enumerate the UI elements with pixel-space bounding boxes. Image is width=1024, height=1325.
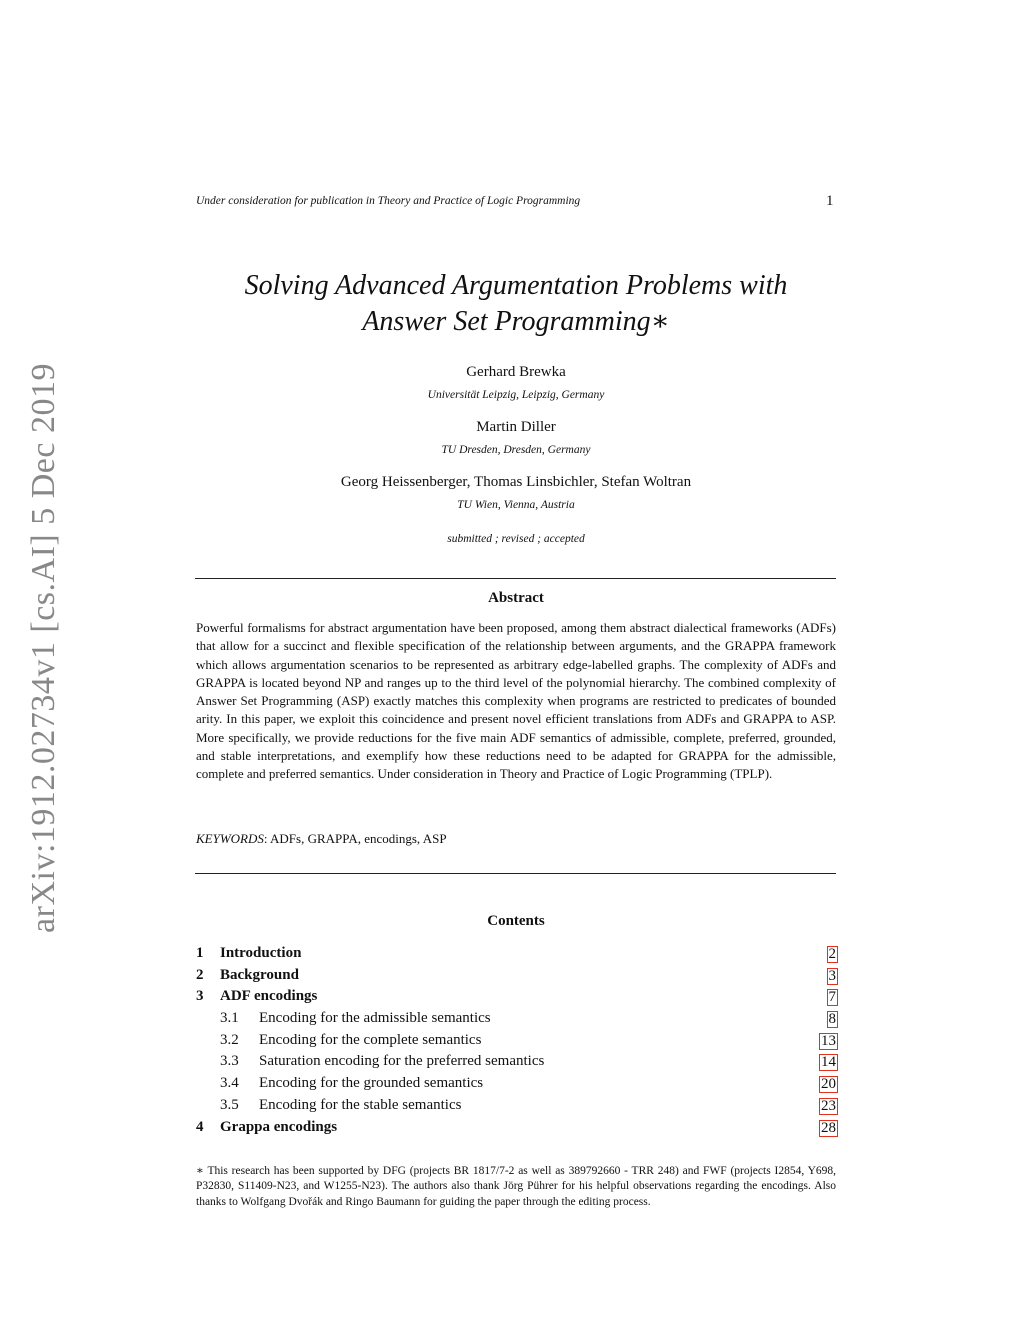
contents-heading: Contents bbox=[487, 913, 545, 929]
toc-page-link[interactable]: 7 bbox=[828, 989, 836, 1006]
toc-page-link[interactable]: 28 bbox=[821, 1119, 836, 1136]
author-1-affiliation: Universität Leipzig, Leipzig, Germany bbox=[427, 389, 605, 401]
toc-entry-grappa-encodings[interactable] bbox=[196, 1117, 838, 1139]
toc-page-link[interactable]: 20 bbox=[821, 1076, 836, 1093]
toc-page-link[interactable]: 23 bbox=[821, 1097, 836, 1114]
toc-title: Encoding for the complete semantics bbox=[259, 1031, 482, 1048]
abstract-heading: Abstract bbox=[488, 590, 544, 606]
toc-number: 3.2 bbox=[220, 1031, 239, 1048]
submission-line: submitted ; revised ; accepted bbox=[447, 533, 585, 545]
toc-entry-admissible[interactable] bbox=[196, 1008, 838, 1030]
toc-number: 2 bbox=[196, 966, 204, 983]
toc-number: 3.5 bbox=[220, 1096, 239, 1113]
paper-title-line-2: Answer Set Programming∗ bbox=[362, 306, 670, 337]
footnote-text: This research has been supported by DFG (projects BR 1817/7-2 as well as 389792660 - TRR 248) and FWF (projects I2854, Y698, P32830, S11409-N23, and W1255-N23). The authors also thank Jörg Pührer for his helpful observations regarding the encodings. Also thanks to Wolfgang Dvořák and Ringo Baumann for guiding the paper through the editing process. bbox=[196, 1165, 837, 1208]
toc-entry-grounded[interactable] bbox=[196, 1073, 838, 1095]
arxiv-side-stamp: arXiv:1912.02734v1 [cs.AI] 5 Dec 2019 bbox=[25, 363, 62, 933]
top-rule bbox=[195, 578, 836, 579]
author-3-names: Georg Heissenberger, Thomas Linsbichler, Stefan Woltran bbox=[340, 474, 692, 490]
toc-page-link[interactable]: 8 bbox=[828, 1011, 836, 1028]
toc-title: Grappa encodings bbox=[220, 1118, 338, 1135]
toc-entry-background[interactable] bbox=[196, 965, 838, 987]
toc-entry-complete[interactable] bbox=[196, 1030, 838, 1052]
toc-page-link[interactable]: 2 bbox=[828, 946, 836, 962]
toc-number: 3.4 bbox=[220, 1075, 239, 1092]
footnote-marker: ∗ bbox=[196, 1165, 204, 1177]
toc-number: 3.3 bbox=[220, 1053, 239, 1070]
abstract-text: Powerful formalisms for abstract argumentation have been proposed, among them abstract dialectical frameworks (ADFs) that allow for a succinct and flexible specification of the relationship between arguments, and the GRAPPA framework which allows argumentation scenarios to be represented as arbitrary edge-labelled graphs. The complexity of ADFs and GRAPPA is located beyond NP and ranges up to the third level of the polynomial hierarchy. The combined complexity of Answer Set Programming (ASP) exactly matches this complexity when programs are restricted to predicates of bounded arity. In this paper, we exploit this coincidence and present novel efficient translations from ADFs and GRAPPA to ASP. More specifically, we provide reductions for the five main ADF semantics of admissible, complete, preferred, grounded, and stable interpretations, and exemplify how these reductions need to be adapted for GRAPPA for the admissible, complete and preferred semantics. Under consideration in Theory and Practice of Logic Programming (TPLP). bbox=[196, 620, 836, 782]
toc-number: 3 bbox=[196, 988, 204, 1005]
toc-title: Background bbox=[220, 966, 299, 983]
toc-title: Encoding for the stable semantics bbox=[259, 1096, 462, 1113]
toc-entry-introduction[interactable] bbox=[196, 943, 838, 965]
paper-title bbox=[196, 268, 836, 340]
keywords-values: : ADFs, GRAPPA, encodings, ASP bbox=[263, 831, 447, 846]
author-3-affiliation: TU Wien, Vienna, Austria bbox=[457, 499, 575, 511]
toc-page-link[interactable]: 14 bbox=[821, 1054, 836, 1071]
toc-number: 3.1 bbox=[220, 1010, 239, 1027]
keywords-label: KEYWORDS bbox=[196, 831, 264, 846]
toc-entry-preferred[interactable] bbox=[196, 1051, 838, 1073]
bottom-rule bbox=[195, 873, 836, 874]
toc-page-link[interactable]: 3 bbox=[828, 967, 836, 984]
toc-number: 1 bbox=[196, 945, 204, 961]
toc-title: Encoding for the admissible semantics bbox=[259, 1010, 491, 1027]
paper-title-line-1: Solving Advanced Argumentation Problems with bbox=[244, 270, 788, 301]
toc-title: Saturation encoding for the preferred semantics bbox=[259, 1053, 545, 1070]
toc-entry-stable[interactable] bbox=[196, 1095, 838, 1117]
keywords bbox=[196, 831, 447, 847]
toc-title: ADF encodings bbox=[220, 988, 318, 1005]
author-1-name: Gerhard Brewka bbox=[466, 364, 566, 380]
toc-number: 4 bbox=[196, 1118, 204, 1135]
toc-title: Encoding for the grounded semantics bbox=[259, 1075, 484, 1092]
running-header: Under consideration for publication in Theory and Practice of Logic Programming bbox=[196, 195, 581, 207]
author-2-name: Martin Diller bbox=[476, 419, 556, 435]
toc-entry-adf-encodings[interactable] bbox=[196, 986, 838, 1008]
toc-page-link[interactable]: 13 bbox=[821, 1032, 836, 1049]
table-of-contents bbox=[196, 943, 838, 1138]
page-number: 1 bbox=[826, 193, 834, 209]
footnote bbox=[196, 1164, 836, 1210]
author-2-affiliation: TU Dresden, Dresden, Germany bbox=[441, 444, 591, 456]
toc-title: Introduction bbox=[220, 945, 302, 961]
